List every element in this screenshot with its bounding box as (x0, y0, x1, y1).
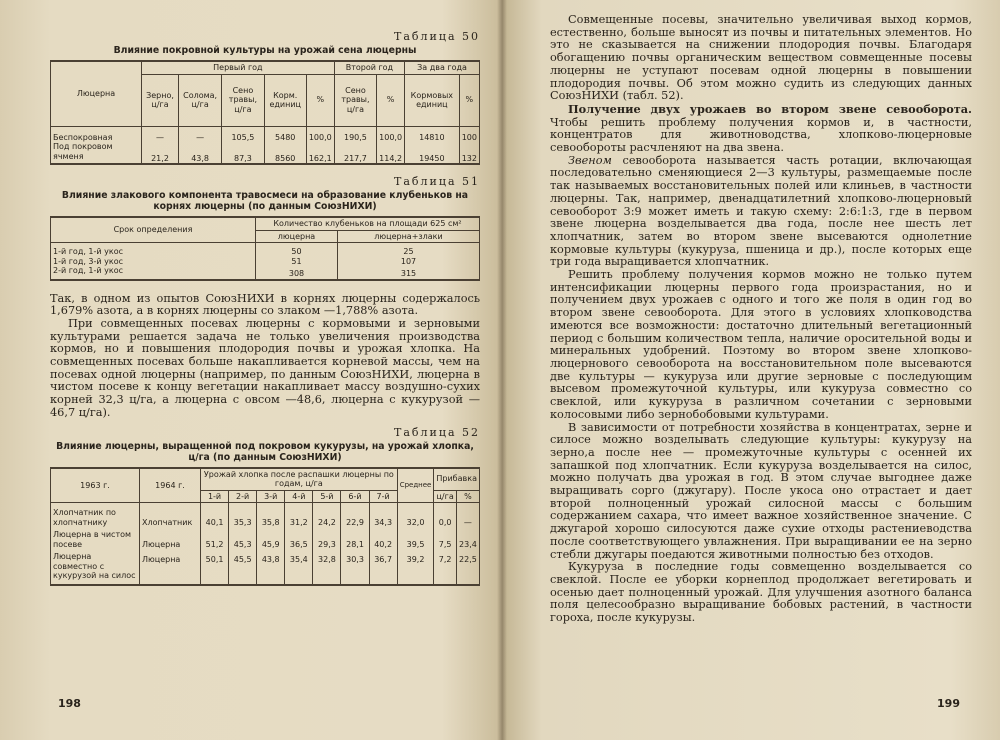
t50-cell: 114,2 (377, 142, 405, 164)
t52-cell: 7,2 (434, 549, 457, 585)
t50-cell: 132 (459, 142, 479, 164)
term-emphasis: Звеном (568, 153, 612, 167)
t51-head-count: Количество клубеньков на площади 625 см² (256, 217, 480, 230)
t50-head-first-year: Первый год (142, 61, 335, 74)
table-51-caption: Влияние злакового компонента травосмеси на образование клубеньков на корнях люцерны (по данным СоюзНИХИ) (61, 190, 469, 212)
t52-head-1963: 1963 г. (51, 468, 140, 503)
table-row (51, 243, 480, 257)
t52-cell: 51,2 (201, 527, 229, 549)
t52-head-average: Среднее (397, 468, 434, 503)
t52-row-1964: Люцерна (140, 549, 201, 585)
t50-col: Кормовых единиц (405, 74, 460, 126)
t52-cell: — (456, 503, 479, 528)
paragraph (550, 103, 972, 155)
table-row (51, 266, 480, 280)
left-body-text (50, 293, 480, 420)
t52-cell: 0,0 (434, 503, 457, 528)
t52-cell: 35,8 (257, 503, 285, 528)
t52-head-gain: Прибавка (434, 468, 480, 491)
t50-cell: 217,7 (334, 142, 376, 164)
table-52-caption: Влияние люцерны, выращенной под покровом кукурузы, на урожай хлопка, ц/га (по данным СоюзНИХИ) (56, 440, 474, 463)
t52-cell: 29,3 (313, 527, 341, 549)
t52-head-1964: 1964 г. (140, 468, 201, 503)
paragraph-text: севооборота называется часть ротации, включающая последовательно сменяющиеся 2—3 культуры, размещаемые после так называемых восстановительных полей или клиньев, в частности люцерны. Так, например, двенадцатилетний хлопково-люцерновый севооборот 3:9 может иметь и такую схему: 2:6:1:3, где в первом звене люцерна возделывается два года, после нее шесть лет хлопчатник, затем во втором звене высеваются однолетние кормовые культуры (кукуруза, пшеница и др.), после которых еще три года выращивается хлопчатник. (550, 153, 972, 269)
t52-year: 1-й (201, 490, 229, 503)
page-number-right: 199 (937, 697, 960, 710)
t51-cell: 50 (256, 243, 338, 257)
table-51 (50, 216, 480, 281)
t52-row-1964: Люцерна (140, 527, 201, 549)
t52-cell: 28,1 (341, 527, 369, 549)
table-51-label: Таблица 51 (394, 175, 480, 188)
t50-col: % (377, 74, 405, 126)
t52-cell: 36,7 (369, 549, 397, 585)
t50-row-name: Беспокровная (51, 126, 142, 142)
table-row (51, 503, 480, 528)
table-50-label: Таблица 50 (394, 30, 480, 43)
t52-year: 6-й (341, 490, 369, 503)
t50-cell: 19450 (405, 142, 460, 164)
t52-row-1963: Люцерна совместно с кукурузой на силос (51, 549, 140, 585)
t52-cell: 39,2 (397, 549, 434, 585)
t52-cell: 45,9 (257, 527, 285, 549)
t50-cell: 105,5 (222, 126, 264, 142)
t50-cell: 21,2 (142, 142, 179, 164)
t52-year: 7-й (369, 490, 397, 503)
t51-head-term: Срок определения (51, 217, 256, 243)
t52-row-1964: Хлопчатник (140, 503, 201, 528)
t51-head-lucerne-grass: люцерна+злаки (338, 230, 480, 243)
t52-cell: 23,4 (456, 527, 479, 549)
t52-year: 2-й (229, 490, 257, 503)
paragraph: При совмещенных посевах люцерны с кормовыми и зерновыми культурами решается задача не только увеличения производства кормов, но и повышения плодородия почвы и урожая хлопка. На совмещенных посевах больше накапливается корневой массы, чем на посевах одной люцерны (например, по данным СоюзНИХИ, люцерна в чистом посеве к концу вегетации накапливает массу воздушно-сухих корней 32,3 ц/га, а люцерна с овсом —48,6, люцерна с кукурузой —46,7 ц/га). (50, 316, 480, 419)
t52-head-yield: Урожай хлопка после распашки люцерны по годам, ц/га (201, 468, 398, 491)
t52-cell: 22,5 (456, 549, 479, 585)
t52-cell: 34,3 (369, 503, 397, 528)
section-heading: Получение двух урожаев во втором звене севооборота. (568, 101, 972, 116)
page-number-left: 198 (58, 697, 81, 710)
t52-cell: 31,2 (285, 503, 313, 528)
t52-cell: 40,2 (369, 527, 397, 549)
t50-col: Зерно, ц/га (142, 74, 179, 126)
t52-cell: 24,2 (313, 503, 341, 528)
right-body-text (550, 14, 972, 625)
t52-year: 4-й (285, 490, 313, 503)
paragraph: Кукуруза в последние годы совмещенно возделывается со свеклой. После ее уборки корнеплод продолжает вегетировать и осенью дает полноценный урожай. Для улучшения азотного баланса поля целесообразно выращивание бобовых растений, в частности гороха, после кукурузы. (550, 560, 972, 625)
t52-cell: 45,3 (229, 527, 257, 549)
table-row (51, 142, 480, 164)
t50-head-lucerne: Люцерна (51, 61, 142, 126)
table-50 (50, 60, 480, 165)
t52-cell: 22,9 (341, 503, 369, 528)
t52-cell: 36,5 (285, 527, 313, 549)
t52-cell: 45,5 (229, 549, 257, 585)
t52-head-cga: ц/га (434, 490, 457, 503)
t52-year: 3-й (257, 490, 285, 503)
t51-term: 1-й год, 3-й укос (51, 257, 256, 267)
table-52-label: Таблица 52 (394, 425, 480, 439)
t50-cell: 14810 (405, 126, 460, 142)
t50-col: % (306, 74, 334, 126)
t50-col: Корм. единиц (264, 74, 306, 126)
t50-col: Солома, ц/га (179, 74, 222, 126)
table-row (51, 257, 480, 267)
t51-cell: 315 (338, 266, 480, 280)
t52-cell: 35,4 (285, 549, 313, 585)
t50-cell: — (142, 126, 179, 142)
right-page (502, 0, 1000, 740)
t50-cell: 43,8 (179, 142, 222, 164)
t52-cell: 39,5 (397, 527, 434, 549)
t52-cell: 43,8 (257, 549, 285, 585)
table-row (51, 126, 480, 142)
t52-year: 5-й (313, 490, 341, 503)
t51-cell: 308 (256, 266, 338, 280)
t50-head-two-years: За два года (405, 61, 480, 74)
t52-cell: 7,5 (434, 527, 457, 549)
t52-cell: 50,1 (201, 549, 229, 585)
paragraph (550, 155, 972, 269)
t51-cell: 51 (256, 257, 338, 267)
t50-col: Сено травы, ц/га (222, 74, 264, 126)
t52-cell: 35,3 (229, 503, 257, 528)
t52-head-pct: % (456, 490, 479, 503)
t52-row-1963: Люцерна в чистом посеве (51, 527, 140, 549)
t50-row-name: Под покровом ячменя (51, 142, 142, 164)
t50-cell: 8560 (264, 142, 306, 164)
paragraph: Решить проблему получения кормов можно не только путем интенсификации люцерны первого года произрастания, но и получением двух урожаев с одного и того же поля в один год во втором звене севооборота. Для этого в условиях хлопководства имеются все возможности: достаточно длительный вегетационный период с большим количеством тепла, наличие оросительной воды и минеральных удобрений. Поэтому во втором звене хлопково-люцернового севооборота на восстановительном поле высеваются две культуры — кукуруза или другие зерновые с последующим высевом промежуточной культуры, или кукуруза совместно со свеклой, или кукуруза в различном сочетании с зерновыми колосовыми либо зернобобовыми культурами. (550, 268, 972, 421)
t50-col: % (459, 74, 479, 126)
t52-row-1963: Хлопчатник по хлопчатнику (51, 503, 140, 528)
t50-cell: — (179, 126, 222, 142)
t51-cell: 25 (338, 243, 480, 257)
t50-cell: 5480 (264, 126, 306, 142)
t50-cell: 190,5 (334, 126, 376, 142)
t50-cell: 162,1 (306, 142, 334, 164)
paragraph: Так, в одном из опытов СоюзНИХИ в корнях люцерны содержалось 1,679% азота, а в корнях люцерны со злаком —1,788% азота. (50, 291, 480, 318)
t52-cell: 40,1 (201, 503, 229, 528)
t50-cell: 100,0 (377, 126, 405, 142)
t50-head-second-year: Второй год (334, 61, 404, 74)
t51-head-lucerne: люцерна (256, 230, 338, 243)
t51-cell: 107 (338, 257, 480, 267)
table-row (51, 527, 480, 549)
table-row (51, 549, 480, 585)
paragraph-text: Чтобы решить проблему получения кормов и, в частности, концентратов для животноводства, хлопково-люцерновые севообороты расчленяют на два звена. (550, 115, 972, 155)
t50-col: Сено травы, ц/га (334, 74, 376, 126)
table-50-caption: Влияние покровной культуры на урожай сена люцерны (113, 45, 417, 56)
t52-cell: 32,0 (397, 503, 434, 528)
paragraph: Совмещенные посевы, значительно увеличивая выход кормов, естественно, больше выносят из почвы и питательных элементов. Но это не сказывается на снижении плодородия почвы. Благодаря обогащению почвы органическим веществом совмещенные посевы люцерны не уступают посевам одной люцерны в повышении плодородия почвы. Об этом можно судить из следующих данных СоюзНИХИ (табл. 52). (550, 13, 972, 103)
t50-cell: 100 (459, 126, 479, 142)
table-52 (50, 467, 480, 586)
t51-term: 1-й год, 1-й укос (51, 243, 256, 257)
t50-cell: 100,0 (306, 126, 334, 142)
paragraph: В зависимости от потребности хозяйства в концентратах, зерне и силосе можно возделывать следующие культуры: кукурузу на зерно,а после нее — промежуточные культуры с осенней их запашкой под хлопчатник. Если кукуруза возделывается на силос, можно получать два урожая в год. В этом случае выгоднее даже выращивать сорго (джугару). После укоса оно отрастает и дает второй полноценный урожай силосной массы с большим содержанием сахара, что имеет важное хозяйственное значение. С джугарой хорошо силосуются даже сухие отходы растениеводства после соответствующего увлажнения. При выращивании ее на зерно стебли джугары поедаются животными полностью без отходов. (550, 420, 972, 561)
book-gutter (497, 0, 507, 740)
t50-cell: 87,3 (222, 142, 264, 164)
t51-term: 2-й год, 1-й укос (51, 266, 256, 280)
t52-cell: 30,3 (341, 549, 369, 585)
t52-cell: 32,8 (313, 549, 341, 585)
